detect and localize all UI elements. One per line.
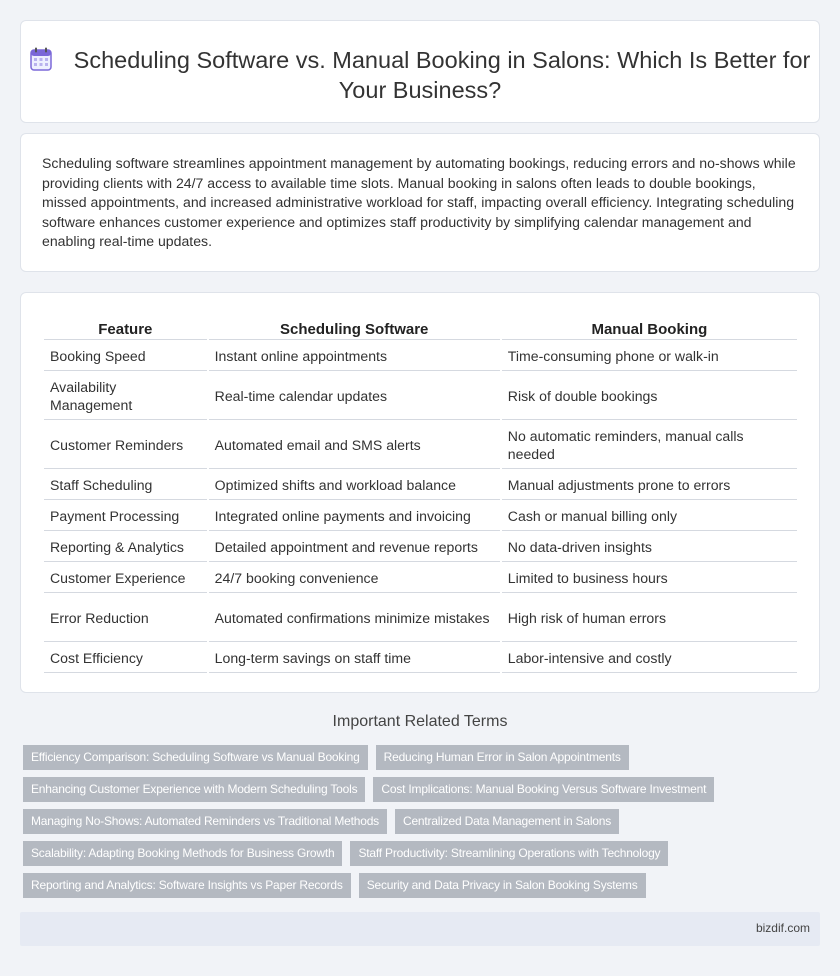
feature-cell: Error Reduction bbox=[44, 595, 207, 642]
column-header-feature: Feature bbox=[44, 319, 207, 340]
manual-cell: Time-consuming phone or walk-in bbox=[502, 342, 797, 371]
software-cell: Long-term savings on staff time bbox=[209, 644, 500, 673]
tag-row bbox=[23, 745, 803, 770]
related-term-tag[interactable]: Centralized Data Management in Salons bbox=[395, 809, 619, 834]
manual-cell: Risk of double bookings bbox=[502, 373, 797, 420]
title-card bbox=[20, 20, 820, 123]
footer-site-link[interactable]: bizdif.com bbox=[755, 921, 810, 935]
related-term-tag[interactable]: Efficiency Comparison: Scheduling Software vs Manual Booking bbox=[23, 745, 368, 770]
related-terms-heading: Important Related Terms bbox=[332, 713, 508, 730]
feature-cell: Reporting & Analytics bbox=[44, 533, 207, 562]
feature-cell: Staff Scheduling bbox=[44, 471, 207, 500]
related-term-tag[interactable]: Scalability: Adapting Booking Methods for Business Growth bbox=[23, 841, 342, 866]
manual-cell: No data-driven insights bbox=[502, 533, 797, 562]
column-header-scheduling-software: Scheduling Software bbox=[209, 319, 500, 340]
footer bbox=[20, 912, 820, 946]
tag-row bbox=[23, 841, 803, 866]
table-row bbox=[44, 533, 797, 562]
page-title-block bbox=[21, 45, 819, 105]
feature-cell: Availability Management bbox=[44, 373, 207, 420]
summary-text: Scheduling software streamlines appointment management by automating bookings, reducing errors and no-shows while providing clients with 24/7 access to available time slots. Manual booking in salons often leads to double bookings, missed appointments, and increased administrative workload for staff, impacting overall efficiency. Integrating scheduling software enhances customer experience and optimizes staff productivity by simplifying calendar management and enabling real-time updates. bbox=[42, 155, 796, 250]
related-term-tag[interactable]: Cost Implications: Manual Booking Versus Software Investment bbox=[373, 777, 714, 802]
table-header-row bbox=[44, 319, 797, 340]
related-term-tag[interactable]: Staff Productivity: Streamlining Operations with Technology bbox=[350, 841, 668, 866]
software-cell: Integrated online payments and invoicing bbox=[209, 502, 500, 531]
related-term-tag[interactable]: Reporting and Analytics: Software Insights vs Paper Records bbox=[23, 873, 351, 898]
table-row bbox=[44, 342, 797, 371]
table-row bbox=[44, 373, 797, 420]
table-row bbox=[44, 471, 797, 500]
related-term-tag[interactable]: Security and Data Privacy in Salon Booking Systems bbox=[359, 873, 646, 898]
comparison-table bbox=[42, 317, 799, 675]
calendar-icon bbox=[30, 47, 52, 71]
tag-row bbox=[23, 777, 803, 802]
manual-cell: No automatic reminders, manual calls needed bbox=[502, 422, 797, 469]
related-term-tag[interactable]: Enhancing Customer Experience with Modern Scheduling Tools bbox=[23, 777, 365, 802]
tag-row bbox=[23, 809, 803, 834]
table-row bbox=[44, 595, 797, 642]
feature-cell: Cost Efficiency bbox=[44, 644, 207, 673]
table-row bbox=[44, 422, 797, 469]
table-row bbox=[44, 564, 797, 593]
software-cell: Optimized shifts and workload balance bbox=[209, 471, 500, 500]
software-cell: Automated confirmations minimize mistakes bbox=[209, 595, 500, 642]
feature-cell: Customer Experience bbox=[44, 564, 207, 593]
related-terms-list bbox=[23, 745, 803, 905]
manual-cell: Limited to business hours bbox=[502, 564, 797, 593]
table-row bbox=[44, 644, 797, 673]
manual-cell: Cash or manual billing only bbox=[502, 502, 797, 531]
comparison-card bbox=[20, 292, 820, 693]
manual-cell: Manual adjustments prone to errors bbox=[502, 471, 797, 500]
software-cell: Automated email and SMS alerts bbox=[209, 422, 500, 469]
related-term-tag[interactable]: Reducing Human Error in Salon Appointments bbox=[376, 745, 629, 770]
software-cell: Instant online appointments bbox=[209, 342, 500, 371]
table-row bbox=[44, 502, 797, 531]
related-term-tag[interactable]: Managing No-Shows: Automated Reminders vs Traditional Methods bbox=[23, 809, 387, 834]
summary-card bbox=[20, 133, 820, 272]
manual-cell: High risk of human errors bbox=[502, 595, 797, 642]
software-cell: 24/7 booking convenience bbox=[209, 564, 500, 593]
software-cell: Real-time calendar updates bbox=[209, 373, 500, 420]
page-title: Scheduling Software vs. Manual Booking in Salons: Which Is Better for Your Business? bbox=[73, 47, 811, 103]
feature-cell: Customer Reminders bbox=[44, 422, 207, 469]
manual-cell: Labor-intensive and costly bbox=[502, 644, 797, 673]
feature-cell: Booking Speed bbox=[44, 342, 207, 371]
software-cell: Detailed appointment and revenue reports bbox=[209, 533, 500, 562]
column-header-manual-booking: Manual Booking bbox=[502, 319, 797, 340]
tag-row bbox=[23, 873, 803, 898]
feature-cell: Payment Processing bbox=[44, 502, 207, 531]
